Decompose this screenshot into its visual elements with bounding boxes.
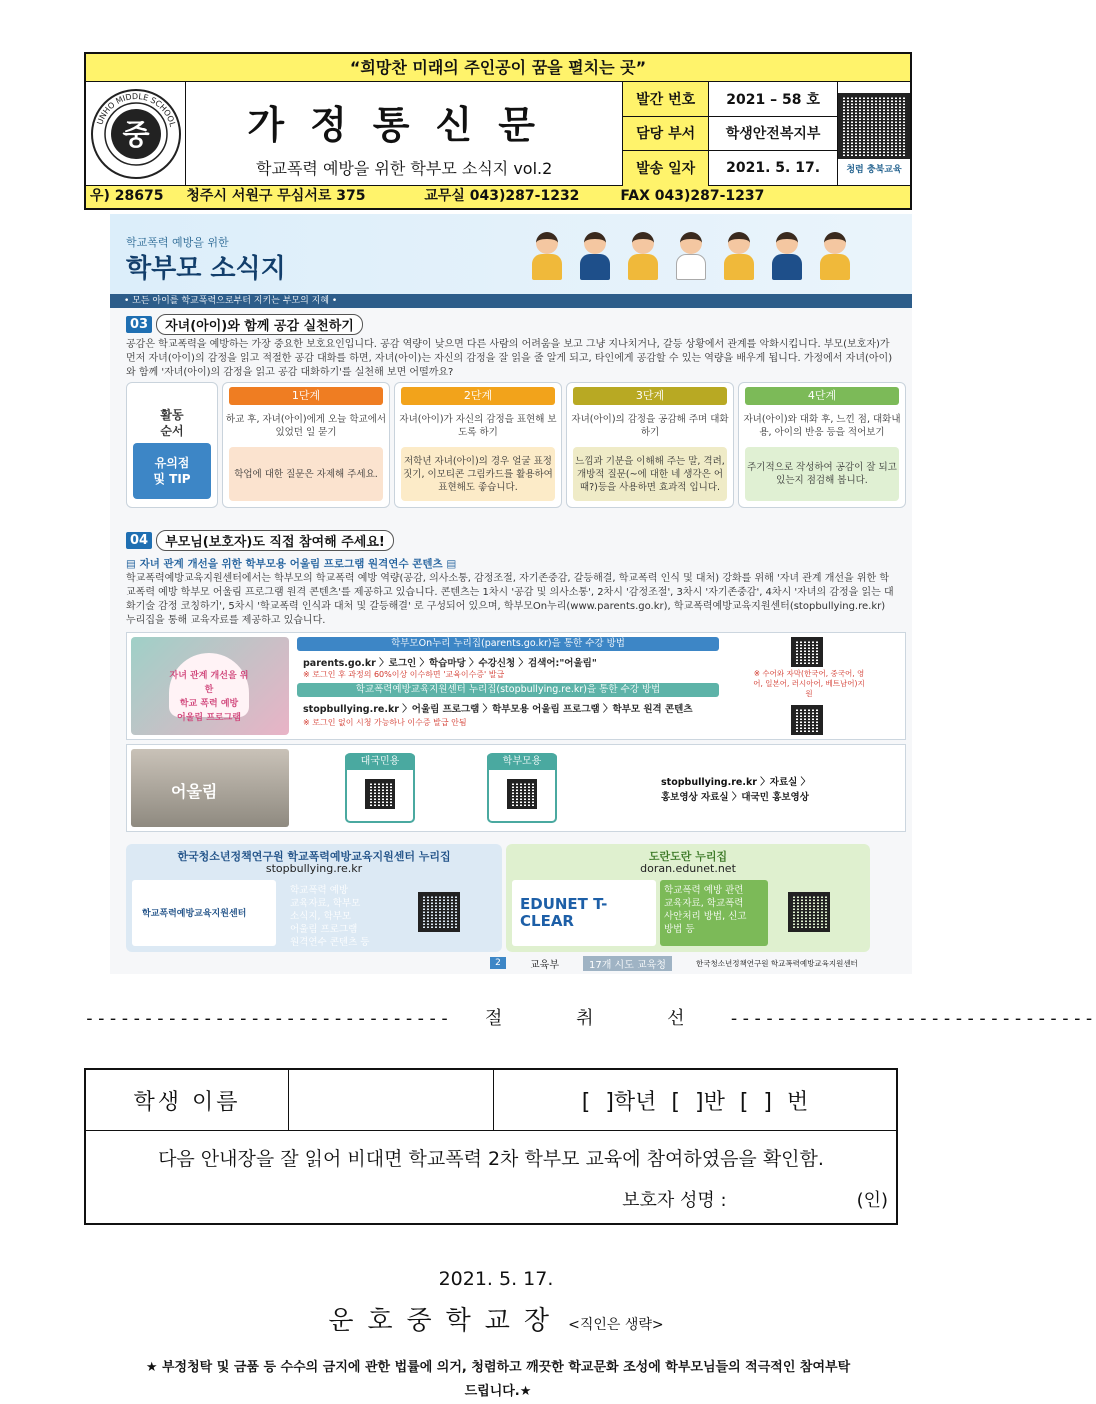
site-logo <box>512 880 656 946</box>
info-value: 학생안전복지부 <box>725 126 821 143</box>
guardian-signature[interactable] <box>622 1186 888 1212</box>
step-desc: 자녀(아이)가 자신의 감정을 표현해 보도록 하기 <box>399 414 557 438</box>
student-name-label: 학생 이름 <box>86 1070 289 1130</box>
step-title: 4단계 <box>745 387 899 405</box>
info-label: 발송 일자 <box>623 151 709 186</box>
site-desc: 학교폭력 예방 관련 교육자료, 학교폭력 사안처리 방법, 신고 방법 등 <box>664 885 747 935</box>
section-label: 부모님(보호자)도 직접 참여해 주세요! <box>156 530 394 551</box>
slogan: “희망찬 미래의 주인공이 꿈을 펼치는 곳” <box>86 54 910 82</box>
step-desc: 하교 후, 자녀(아이)에게 오늘 학교에서 있었던 일 묻기 <box>225 414 387 438</box>
doran-site-box <box>506 844 870 952</box>
site-logo-text: EDUNET T-CLEAR <box>520 895 608 930</box>
school-logo <box>86 82 186 185</box>
video-guide-card <box>126 744 906 832</box>
street-address: 청주시 서원구 무심서로 375 <box>186 188 366 204</box>
qr-code-icon[interactable] <box>788 892 830 932</box>
qr-tag: 대국민용 <box>345 754 415 770</box>
info-label: 담당 부서 <box>623 117 709 151</box>
qr-code-icon[interactable] <box>791 705 823 735</box>
qr-code-block[interactable] <box>838 82 910 185</box>
poster-tag: 학교폭력 예방을 위한 <box>126 236 229 249</box>
signature-label: 보호자 성명 : <box>622 1190 727 1211</box>
site-url[interactable]: stopbullying.re.kr <box>265 862 363 875</box>
site-title: 한국청소년정책연구원 학교폭력예방교육지원센터 누리집 <box>177 850 451 863</box>
cut-line: ------------------------------- 절 취 선 ------------------------------- <box>84 1008 1096 1029</box>
course-note-2: ※ 로그인 없이 시청 가능하나 이수증 발급 안됨 <box>303 718 467 727</box>
seal-omitted-note: <직인은 생략> <box>568 1317 664 1333</box>
qr-caption: 청렴 충북교육 <box>846 164 902 175</box>
course-path-1[interactable]: parents.go.kr 〉로그인 〉학습마당 〉수강신청 〉검색어:"어울림" <box>303 658 597 669</box>
office-phone: 교무실 043)287-1232 <box>424 188 580 204</box>
site-url[interactable]: doran.edunet.net <box>640 862 736 875</box>
qr-public[interactable] <box>345 753 415 823</box>
course-note-1: ※ 로그인 후 과정의 60%이상 이수하면 '교육이수증' 발급 <box>303 670 505 679</box>
step-title: 3단계 <box>573 387 727 405</box>
issue-date: 2021. 5. 17. <box>438 1268 554 1290</box>
principal-signature <box>0 1300 992 1337</box>
moe-logo-text: 교육부 <box>530 959 559 971</box>
step-tip: 학업에 대한 질문은 자제해 주세요. <box>229 447 383 501</box>
step-3 <box>566 382 734 508</box>
activity-order-label: 활동 순서 <box>160 408 184 438</box>
course-path-2[interactable]: stopbullying.re.kr 〉어울림 프로그램 〉학부모용 어울림 프로그램 〉학부모 원격 콘텐츠 <box>303 704 693 715</box>
student-class-field[interactable]: [ ]학년 [ ]반 [ ] 번 <box>581 1089 809 1115</box>
promo-video-title: 어울림 <box>171 782 218 801</box>
section-04-text: 학교폭력예방교육지원센터에서는 학부모의 학교폭력 예방 역량(공감, 의사소통, 감정조절, 자기존중감, 갈등해결, 학교폭력 인식 및 대처) 강화를 위해 '자녀 관계 개선을 위한 학교폭력 예방 학부모 어울림 프로그램 원격 콘텐츠'를 제공하고 있습니다. 콘텐츠는 1차시 '공감 및 의사소통', 2차시 '감정조절', 3차시 '자기존중감', 4차시 '자녀의 감정을 읽는 대화기술 감정 코칭하기', 5차시 '학교폭력 인식과 대처 및 갈등해결' 로 구성되어 있으며, 학부모On누리(www.parents.go.kr), 학교폭력예방교육지원센터(stopbullying.re.kr) 누리집을 통해 교육자료를 제공하고 있습니다. <box>126 573 894 626</box>
page-subtitle: 학교폭력 예방을 위한 학부모 소식지 vol.2 <box>256 159 553 178</box>
course-guide-card <box>126 632 906 740</box>
school-logo-char: 중 <box>122 117 150 151</box>
section-03-heading <box>126 314 363 335</box>
qr-code-icon[interactable] <box>365 779 395 809</box>
step-title: 2단계 <box>401 387 555 405</box>
offices-text: 17개 시도 교육청 <box>583 956 672 971</box>
step-desc: 자녀(아이)의 감정을 공감해 주며 대화하기 <box>571 414 729 438</box>
step-title: 1단계 <box>229 387 383 405</box>
site-title: 도란도란 누리집 <box>648 850 728 863</box>
fax-number: FAX 043)287-1237 <box>620 188 765 204</box>
section-number: 04 <box>126 532 152 549</box>
promo-video-image <box>131 749 289 827</box>
section-label: 자녀(아이)와 함께 공감 실천하기 <box>156 314 363 335</box>
poster-footer <box>110 952 912 974</box>
section-03-text: 공감은 학교폭력을 예방하는 가장 중요한 보호요인입니다. 공감 역량이 낮으면 다른 사람의 어려움을 보고 그냥 지나치거나, 갈등 상황에서 관계를 악화시킵니다. 부모(보호자)가 먼저 자녀(아이)의 감정을 읽고 적절한 공감 대화를 하면, 자녀(아이)는 자신의 감정을 잘 읽을 줄 알게 되고, 타인에게 공감할 수 있는 역량을 배우게 됩니다. 가정에서 자녀(아이)와 함께 '자녀(아이)의 감정을 읽고 공감 대화하기'를 실천해 보면 어떨까요? <box>126 339 893 378</box>
step-2 <box>394 382 562 508</box>
step-tip: 저학년 자녀(아이)의 경우 얼굴 표정 짓기, 이모티콘 그림카드를 활용하여 표현해도 좋습니다. <box>401 447 555 501</box>
program-heart-label: 자녀 관계 개선을 위한 학교 폭력 예방 어울림 프로그램 <box>169 653 249 717</box>
confirmation-text: 다음 안내장을 잘 읽어 비대면 학교폭력 2차 학부모 교육에 참여하였음을 확인함. <box>158 1148 824 1170</box>
step-tip: 느낌과 기분을 이해해 주는 말, 격려, 개방적 질문(~에 대한 네 생각은 어때?)등을 사용하면 효과적 입니다. <box>573 447 727 501</box>
principal-name: 운호중학교장 <box>328 1306 564 1336</box>
section-04-subtitle: ▤ 자녀 관계 개선을 위한 학부모용 어울림 프로그램 원격연수 콘텐츠 ▤ <box>126 558 457 570</box>
qr-tag: 학부모용 <box>487 754 557 770</box>
stopbullying-site-box <box>126 844 502 952</box>
anti-graft-notice: ★ 부정청탁 및 금품 등 수수의 금지에 관한 법률에 의거, 청렴하고 깨끗한 학교문화 조성에 학부모님들의 적극적인 참여부탁드립니다.★ <box>145 1360 851 1399</box>
step-1 <box>222 382 390 508</box>
step-desc: 자녀(아이)와 대화 후, 느낀 점, 대화내용, 아이의 반응 등을 적어보기 <box>743 414 901 438</box>
publication-info <box>623 82 838 185</box>
info-label: 발간 번호 <box>623 82 709 116</box>
seal-mark: (인) <box>856 1190 888 1211</box>
course-method-bar-1: 학부모On누리 누리집(parents.go.kr)을 통한 수강 방법 <box>297 637 719 651</box>
subtitle-support-note: ※ 수어와 자막(한국어, 중국어, 영어, 일본어, 러시아어, 베트남어)지원 <box>753 669 865 698</box>
page-number: 2 <box>490 957 506 969</box>
section-04-heading <box>126 530 394 551</box>
poster-title: 학부모 소식지 <box>126 254 286 284</box>
poster-strip: • 모든 아이를 학교폭력으로부터 지키는 부모의 지혜 • <box>110 294 912 308</box>
step-tip: 주기적으로 작성하여 공감이 잘 되고 있는지 점검해 봅니다. <box>745 447 899 501</box>
newsletter-poster <box>110 214 912 974</box>
student-name-field[interactable] <box>289 1070 494 1130</box>
step-4 <box>738 382 906 508</box>
site-desc: 학교폭력 예방 교육자료, 학부모 소식지, 학부모 어울림 프로그램 원격연수 콘텐츠 등 <box>290 885 370 948</box>
site-logo <box>132 880 276 946</box>
site-logo-text: 학교폭력예방교육지원센터 <box>142 909 247 919</box>
course-method-bar-2: 학교폭력예방교육지원센터 누리집(stopbullying.re.kr)을 통한 수강 방법 <box>297 683 719 697</box>
page-title: 가정통신문 <box>247 102 561 147</box>
address-bar <box>86 186 910 208</box>
postal-code: 우) 28675 <box>90 188 164 204</box>
nypi-logo-text: 한국청소년정책연구원 학교폭력예방교육지원센터 <box>696 958 858 968</box>
qr-code-icon[interactable] <box>838 93 910 159</box>
program-image <box>131 637 289 735</box>
students-illustration <box>530 232 852 282</box>
info-value: 2021 – 58 호 <box>726 91 820 108</box>
empathy-steps <box>126 382 906 508</box>
qr-code-icon[interactable] <box>791 637 823 667</box>
cut-line-label: 절 취 선 <box>484 1008 719 1029</box>
newsletter-header <box>84 52 912 210</box>
tip-label: 유의점 및 TIP <box>133 443 211 499</box>
school-emblem-icon <box>89 87 183 181</box>
poster-banner <box>110 214 912 294</box>
qr-code-icon[interactable] <box>507 779 537 809</box>
section-number: 03 <box>126 316 152 333</box>
qr-parents[interactable] <box>487 753 557 823</box>
video-path[interactable]: stopbullying.re.kr 〉자료실 〉 홍보영상 자료실 〉대국민 홍보영상 <box>661 777 811 803</box>
qr-code-icon[interactable] <box>418 892 460 932</box>
school-logo-ring: UNHO MIDDLE SCHOOL <box>94 91 177 128</box>
reply-form <box>84 1068 898 1225</box>
info-value: 2021. 5. 17. <box>726 160 821 177</box>
